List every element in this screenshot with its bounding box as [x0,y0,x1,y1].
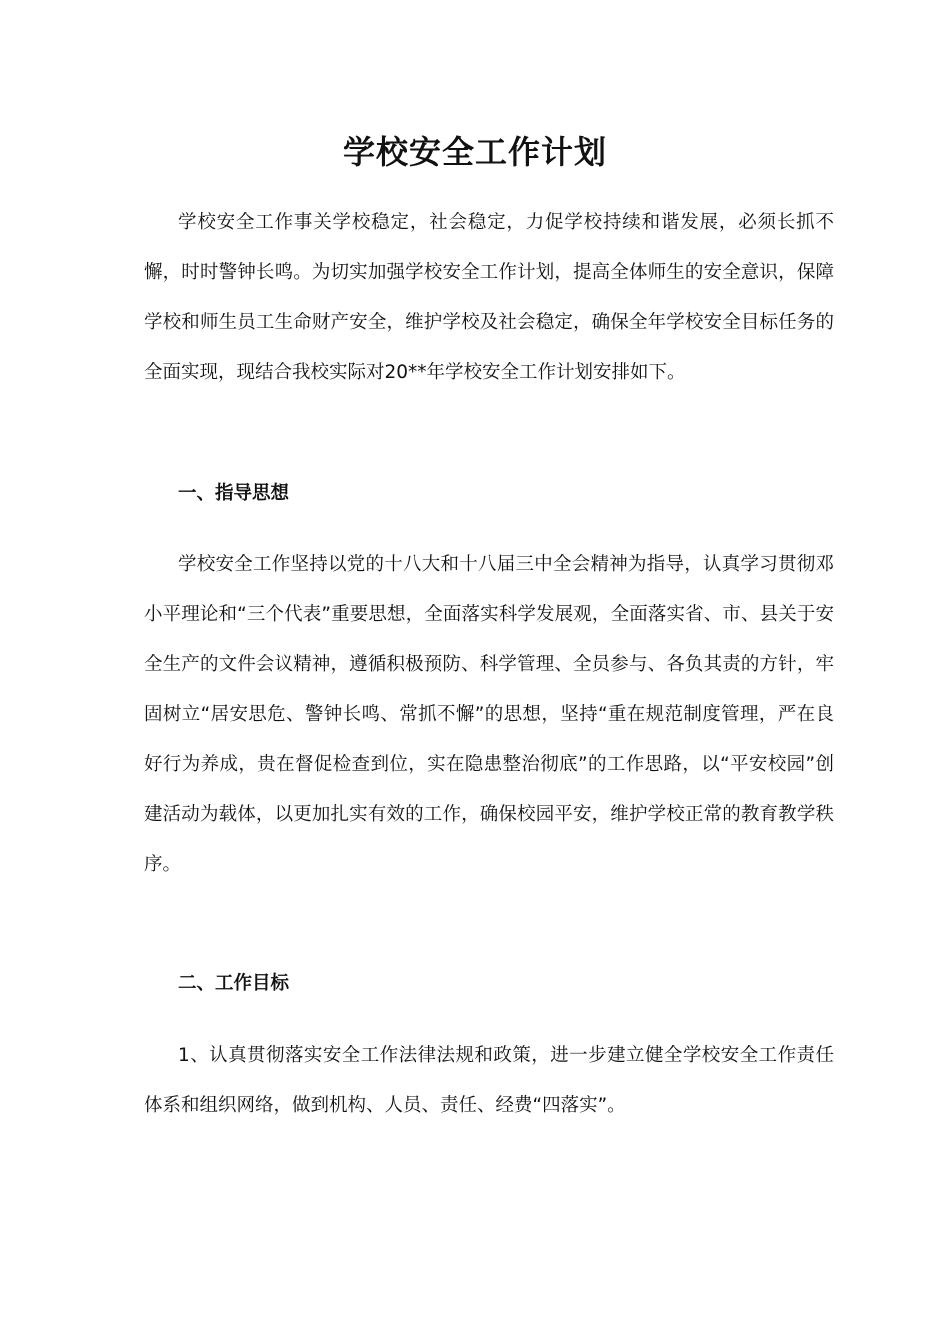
section-body-work-goals: 1、认真贯彻落实安全工作法律法规和政策，进一步建立健全学校安全工作责任体系和组织网络，做到机构、人员、责任、经费“四落实”。 [144,1045,834,1116]
section-heading-work-goals: 二、工作目标 [178,973,290,994]
section-body-guiding-ideology: 学校安全工作坚持以党的十八大和十八届三中全会精神为指导，认真学习贯彻邓小平理论和“三个代表”重要思想，全面落实科学发展观，全面落实省、市、县关于安全生产的文件会议精神，遵循积极预防、科学管理、全员参与、各负其责的方针，牢固树立“居安思危、警钟长鸣、常抓不懈”的思想，坚持“重在规范制度管理，严在良好行为养成，贵在督促检查到位，实在隐患整治彻底”的工作思路，以“平安校园”创建活动为载体，以更加扎实有效的工作，确保校园平安，维护学校正常的教育教学秩序。 [144,554,834,875]
document-title: 学校安全工作计划 [342,133,607,171]
intro-paragraph: 学校安全工作事关学校稳定，社会稳定，力促学校持续和谐发展，必须长抓不懈，时时警钟长鸣。为切实加强学校安全工作计划，提高全体师生的安全意识，保障学校和师生员工生命财产安全，维护学校及社会稳定，确保全年学校安全目标任务的全面实现，现结合我校实际对20**年学校安全工作计划安排如下。 [144,212,834,383]
section-heading-guiding-ideology: 一、指导思想 [178,483,290,504]
